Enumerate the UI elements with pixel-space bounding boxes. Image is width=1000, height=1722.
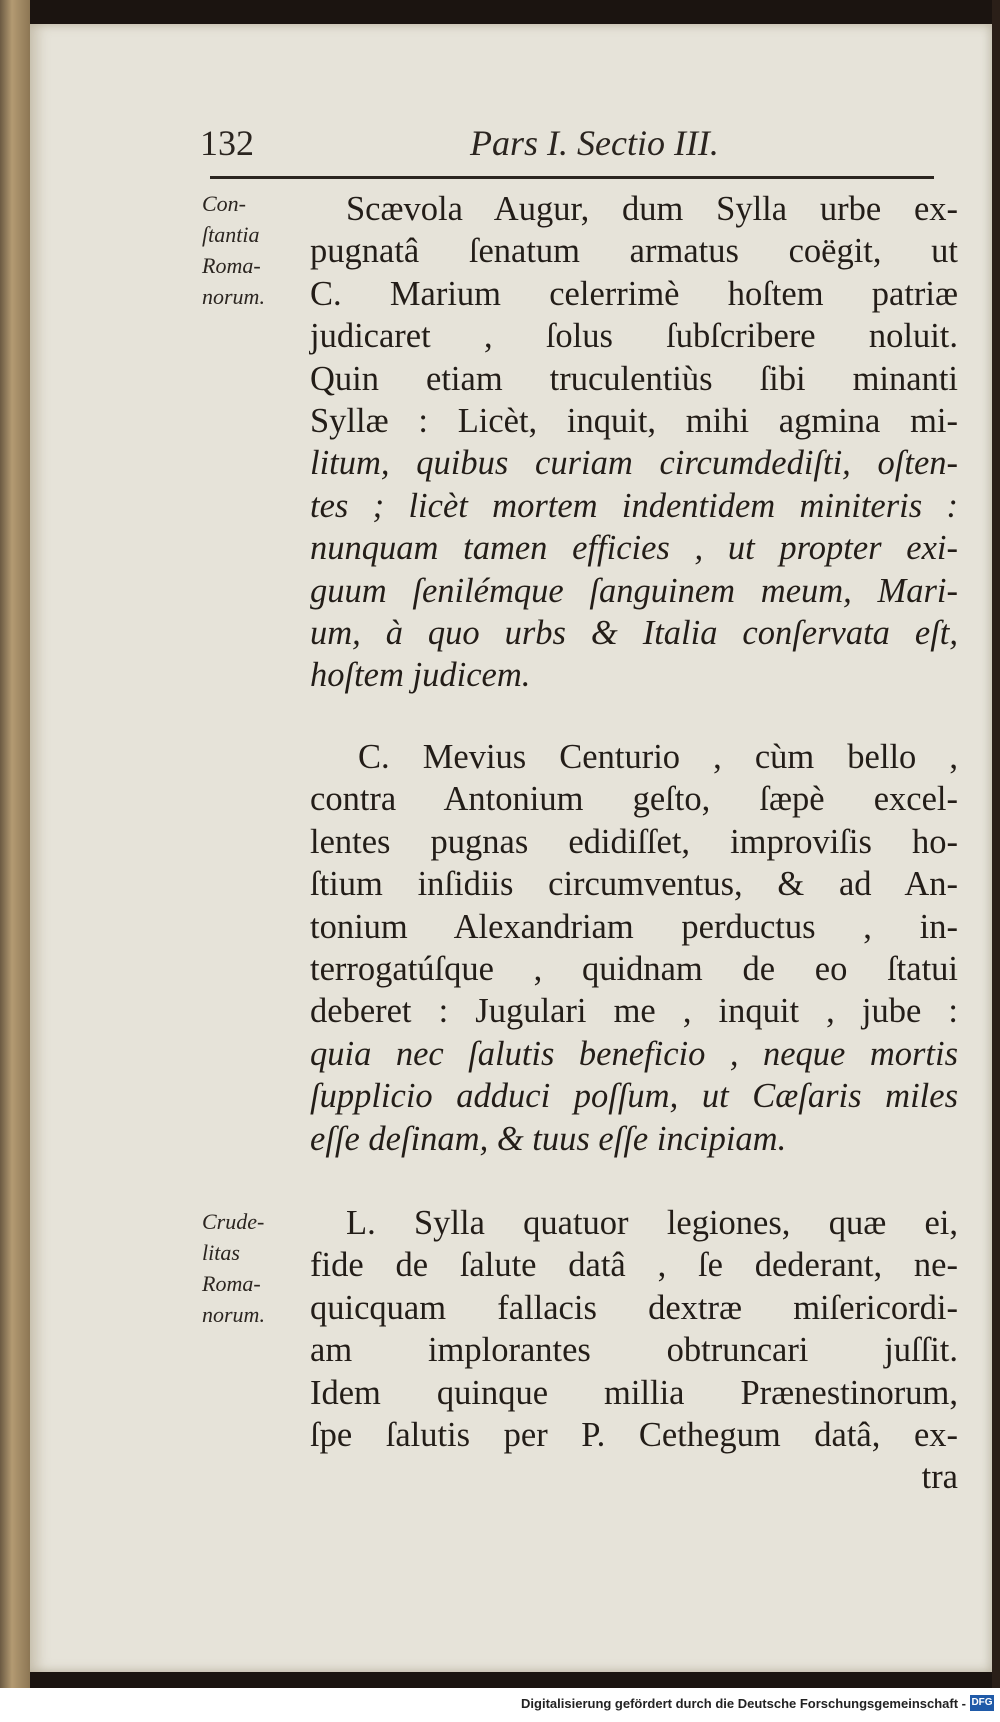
text-line: ſpe ſalutis per P. Cethegum datâ, ex- [310,1416,958,1455]
text-line: guum ſenilémque ſanguinem meum, Mari- [310,571,958,610]
margin-note-constantia [202,188,302,312]
digitization-footer [0,1688,1000,1722]
footer-credit: Digitalisierung gefördert durch die Deutsche Forschungsgemeinschaft - [521,1696,966,1711]
text-line: judicaret , ſolus ſubſcribere noluit. [310,317,958,356]
margin-note-crudelitas [202,1206,302,1330]
text-line: Syllæ : Licèt, inquit, mihi agmina mi- [310,402,958,441]
text-line: lentes pugnas edidiſſet, improviſis ho- [310,822,958,861]
page-edge-right [992,0,1000,1722]
margin-note-line: Con- [202,191,246,216]
text-line: am implorantes obtruncari juſſit. [310,1331,958,1370]
margin-note-line: norum. [202,284,265,309]
text-line: pugnatâ ſenatum armatus coëgit, ut [310,232,958,271]
margin-note-line: Crude- [202,1209,265,1234]
margin-note-line: litas [202,1240,240,1265]
paragraph-scaevola [310,188,958,697]
margin-note-line: Roma- [202,253,261,278]
text-line: C. Marium celerrimè hoſtem patriæ [310,274,958,313]
text-line: terrogatúſque , quidnam de eo ſtatui [310,950,958,989]
text-line: quicquam fallacis dextræ miſericordi- [310,1288,958,1327]
text-line: ſtium inſidiis circumventus, & ad An- [310,865,958,904]
header-rule [210,176,934,179]
text-line: tes ; licèt mortem indentidem miniteris : [310,486,958,525]
text-line: um, à quo urbs & Italia conſervata eſt, [310,614,958,653]
text-line: hoſtem judicem. [310,656,531,695]
text-line: Quin etiam truculentiùs ſibi minanti [310,359,958,398]
margin-note-line: ſtantia [202,222,260,247]
running-title: Pars I. Sectio III. [470,123,719,163]
catchword: tra [921,1458,958,1497]
text-line: fide de ſalute datâ , ſe dederant, ne- [310,1246,958,1285]
text-line: eſſe deſinam, & tuus eſſe incipiam. [310,1119,787,1158]
text-line: litum, quibus curiam circumdediſti, oſten- [310,444,958,483]
text-line: Idem quinque millia Prænestinorum, [310,1373,958,1412]
paragraph-mevius [310,736,958,1160]
page-edge [0,0,30,1722]
page-number: 132 [200,123,254,163]
text-line: Scævola Augur, dum Sylla urbe ex- [346,190,958,228]
dfg-logo-icon: DFG [970,1695,994,1711]
text-line: L. Sylla quatuor legiones, quæ ei, [346,1204,958,1242]
text-line: quia nec ſalutis beneficio , neque mortis [310,1034,958,1073]
paragraph-sylla [310,1202,958,1499]
text-line: deberet : Jugulari me , inquit , jube : [310,992,958,1031]
margin-note-line: Roma- [202,1271,261,1296]
text-line: contra Antonium geſto, ſæpè excel- [310,780,958,819]
text-line: C. Mevius Centurio , cùm bello , [358,738,958,776]
text-line: tonium Alexandriam perductus , in- [310,907,958,946]
text-line: ſupplicio adduci poſſum, ut Cæſaris miles [310,1077,958,1116]
page-header [200,122,962,172]
margin-note-line: norum. [202,1302,265,1327]
text-line: nunquam tamen efficies , ut propter exi- [310,529,958,568]
